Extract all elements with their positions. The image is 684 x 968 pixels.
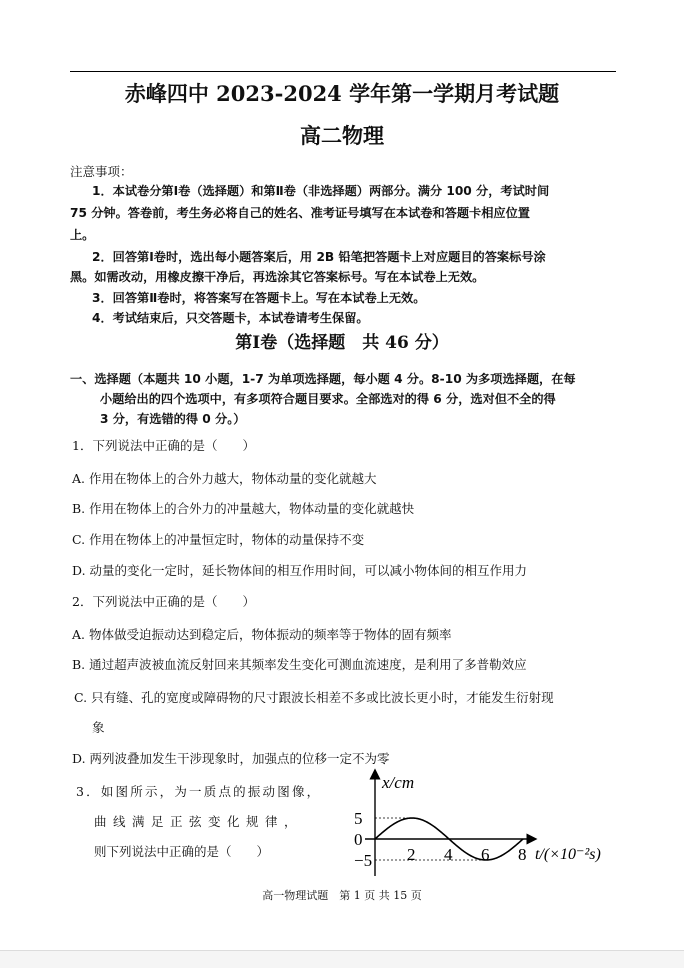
section-intro-line: 3 分，有选错的得 0 分。） (100, 412, 246, 426)
x-tick-label: 4 (444, 845, 453, 864)
x-tick-label: 2 (407, 845, 416, 864)
exam-subject: 高二物理 (300, 123, 384, 148)
y-tick-label: 5 (354, 809, 363, 828)
question-1-option-b: B. 作用在物体上的合外力的冲量越大，物体动量的变化就越快 (72, 501, 415, 516)
y-tick-label: 0 (354, 830, 363, 849)
section-intro-line: 一、选择题（本题共 10 小题，1-7 为单项选择题，每小题 4 分。8-10 为多项选择题，在每 (70, 372, 576, 386)
question-1-option-c: C. 作用在物体上的冲量恒定时，物体的动量保持不变 (72, 532, 365, 547)
note-line: 1．本试卷分第Ⅰ卷（选择题）和第Ⅱ卷（非选择题）两部分。满分 100 分，考试时间 (92, 184, 550, 198)
question-2-option-c-continued: 象 (92, 720, 105, 735)
question-3-line: 3．如图所示，为一质点的振动图像， (76, 784, 322, 799)
question-2-option-a: A. 物体做受迫振动达到稳定后，物体振动的频率等于物体的固有频率 (72, 627, 452, 642)
x-tick-label: 8 (518, 845, 527, 864)
question-1-option-a: A. 作用在物体上的合外力越大，物体动量的变化就越大 (72, 471, 377, 486)
section-intro-line: 小题给出的四个选项中，有多项符合题目要求。全部选对的得 6 分，选对但不全的得 (100, 392, 556, 406)
question-2-option-d: D. 两列波叠加发生干涉现象时，加强点的位移一定不为零 (72, 751, 390, 766)
note-line: 上。 (70, 228, 95, 242)
question-1-option-d: D. 动量的变化一定时，延长物体间的相互作用时间，可以减小物体间的相互作用力 (72, 563, 528, 578)
y-tick-label: −5 (354, 851, 373, 870)
vibration-graph (345, 768, 620, 883)
question-3-line: 则下列说法中正确的是（ ） (94, 844, 270, 859)
page-footer: 高一物理试题 第 1 页 共 15 页 (262, 889, 422, 902)
viewer-bottom-bar (0, 950, 684, 968)
y-axis-label: x/cm (382, 773, 415, 792)
x-axis-label: t/(×10⁻²s) (535, 846, 601, 863)
note-line: 3．回答第Ⅱ卷时，将答案写在答题卡上。写在本试卷上无效。 (92, 291, 426, 305)
question-2-option-b: B. 通过超声波被血流反射回来其频率发生变化可测血流速度，是利用了多普勒效应 (72, 657, 527, 672)
note-line: 4．考试结束后，只交答题卡，本试卷请考生保留。 (92, 311, 369, 325)
note-line: 2．回答第Ⅰ卷时，选出每小题答案后，用 2B 铅笔把答题卡上对应题目的答案标号涂 (92, 250, 546, 264)
header-rule (70, 71, 616, 72)
note-line: 黑。如需改动，用橡皮擦干净后，再选涂其它答案标号。写在本试卷上无效。 (70, 270, 485, 284)
question-1-stem: 1．下列说法中正确的是（ ） (72, 438, 255, 453)
exam-title: 赤峰四中 2023-2024 学年第一学期月考试题 (124, 81, 560, 106)
x-tick-label: 6 (481, 845, 490, 864)
question-3-line: 曲线满足正弦变化规律， (94, 814, 304, 829)
question-2-stem: 2．下列说法中正确的是（ ） (72, 594, 255, 609)
section-heading: 第Ⅰ卷（选择题 共 46 分） (235, 333, 449, 353)
notes-heading: 注意事项： (70, 164, 133, 179)
question-2-option-c: C. 只有缝、孔的宽度或障碍物的尺寸跟波长相差不多或比波长更小时，才能发生衍射现 (74, 690, 554, 705)
note-line: 75 分钟。答卷前，考生务必将自己的姓名、准考证号填写在本试卷和答题卡相应位置 (70, 206, 530, 220)
